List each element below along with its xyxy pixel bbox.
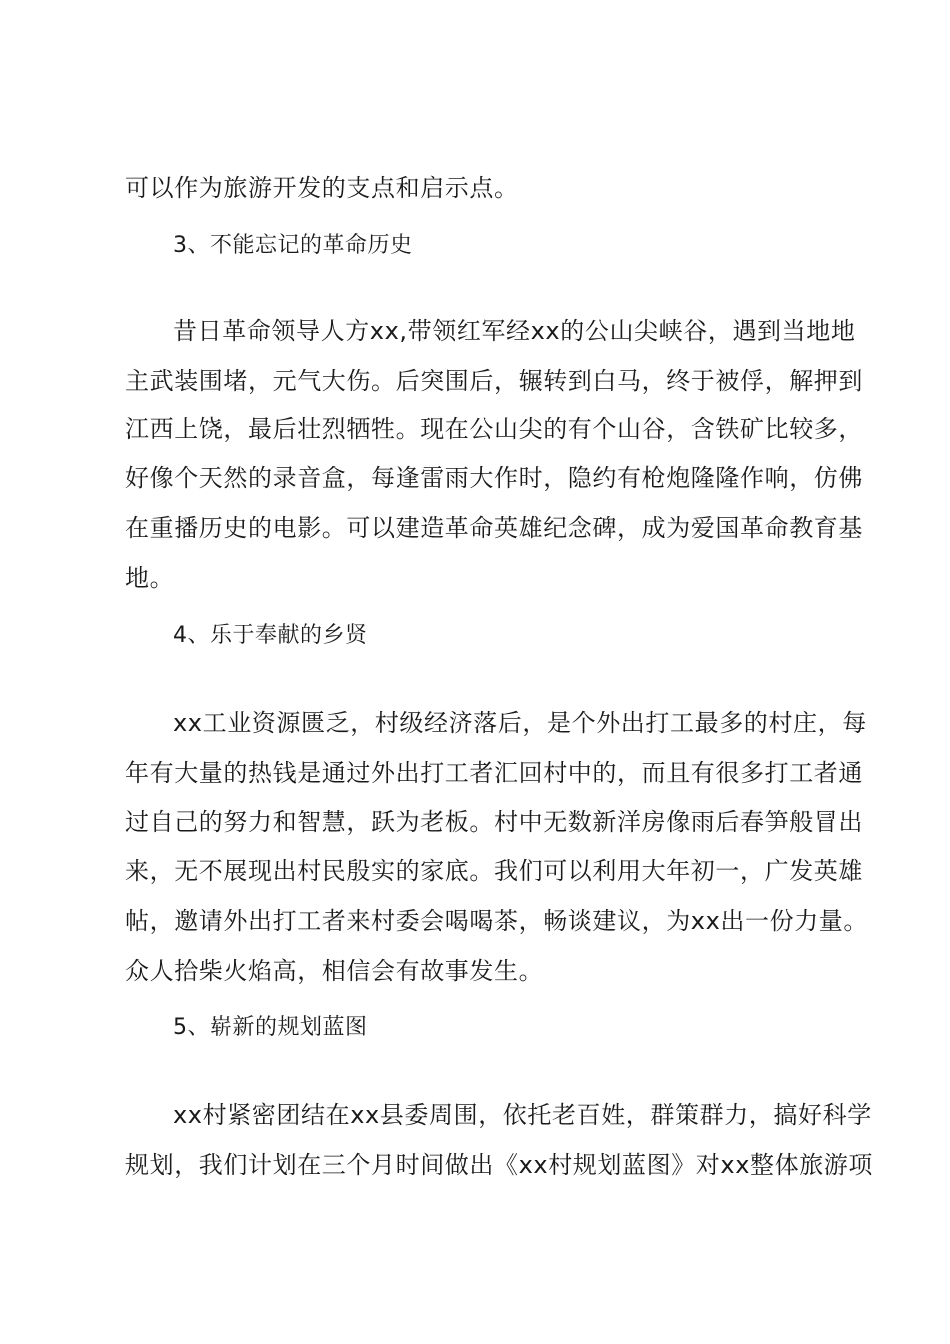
paragraph-line: 主武装围堵，元气大伤。后突围后，辗转到白马，终于被俘，解押到 bbox=[125, 367, 863, 395]
paragraph-line: 帖，邀请外出打工者来村委会喝喝茶，畅谈建议，为xx出一份力量。 bbox=[125, 907, 869, 935]
paragraph-line: 好像个天然的录音盒，每逢雷雨大作时，隐约有枪炮隆隆作响，仿佛 bbox=[125, 464, 863, 492]
paragraph-line: 在重播历史的电影。可以建造革命英雄纪念碑，成为爱国革命教育基 bbox=[125, 514, 863, 542]
paragraph-line: 年有大量的热钱是通过外出打工者汇回村中的，而且有很多打工者通 bbox=[125, 759, 863, 787]
paragraph-line: 可以作为旅游开发的支点和启示点。 bbox=[125, 174, 519, 202]
paragraph-line: 江西上饶，最后壮烈牺牲。现在公山尖的有个山谷，含铁矿比较多， bbox=[125, 415, 863, 443]
paragraph-line: xx工业资源匮乏，村级经济落后，是个外出打工最多的村庄，每 bbox=[173, 709, 867, 737]
section-heading-5: 5、崭新的规划蓝图 bbox=[173, 1015, 368, 1040]
paragraph-line: 过自己的努力和智慧，跃为老板。村中无数新洋房像雨后春笋般冒出 bbox=[125, 808, 863, 836]
paragraph-line: 昔日革命领导人方xx,带领红军经xx的公山尖峡谷，遇到当地地 bbox=[173, 317, 856, 345]
paragraph-line: 规划，我们计划在三个月时间做出《xx村规划蓝图》对xx整体旅游项 bbox=[125, 1151, 874, 1179]
section-heading-4: 4、乐于奉献的乡贤 bbox=[173, 623, 368, 648]
paragraph-line: 众人拾柴火焰高，相信会有故事发生。 bbox=[125, 957, 544, 985]
paragraph-line: xx村紧密团结在xx县委周围，依托老百姓，群策群力，搞好科学 bbox=[173, 1101, 872, 1129]
section-heading-3: 3、不能忘记的革命历史 bbox=[173, 233, 413, 258]
paragraph-line: 地。 bbox=[125, 564, 175, 592]
paragraph-line: 来，无不展现出村民殷实的家底。我们可以利用大年初一，广发英雄 bbox=[125, 857, 863, 885]
